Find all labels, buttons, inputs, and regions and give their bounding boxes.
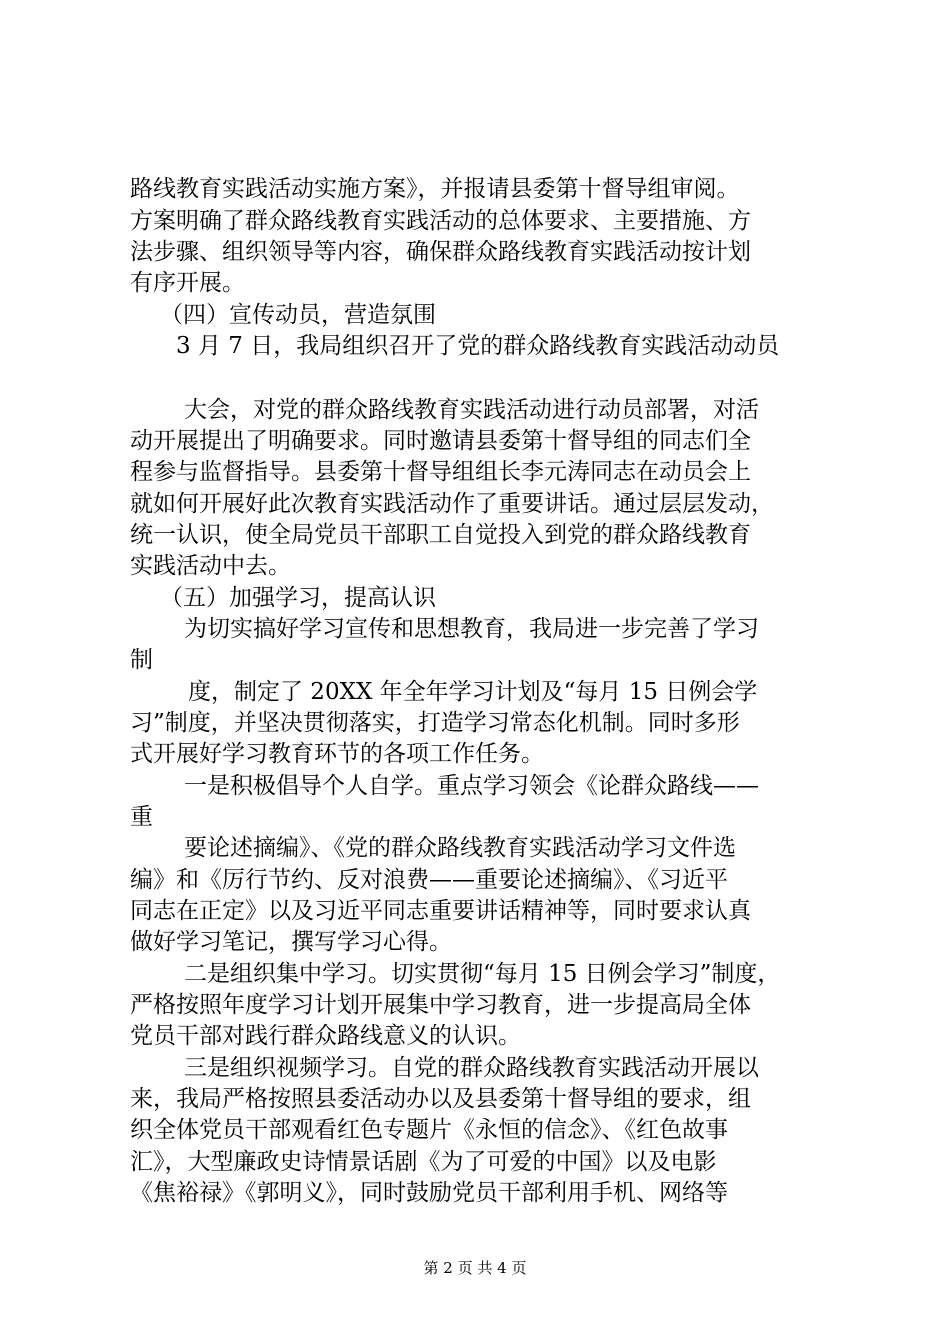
section-heading: （四）宣传动员，营造氛围 <box>160 302 436 328</box>
text-line: 同志在正定》以及习近平同志重要讲话精神等，同时要求认真 <box>130 898 751 924</box>
text-line: 法步骤、组织领导等内容，确保群众路线教育实践活动按计划 <box>130 239 751 265</box>
text-line: 实践活动中去。 <box>130 553 291 579</box>
section-heading: （五）加强学习，提高认识 <box>160 585 436 611</box>
text-line: 汇》，大型廉政史诗情景话剧《为了可爱的中国》以及电影 <box>130 1149 717 1175</box>
text-line: 统一认识，使全局党员干部职工自觉投入到党的群众路线教育 <box>130 522 751 548</box>
text-line: 大会，对党的群众路线教育实践活动进行动员部署，对活 <box>184 397 759 423</box>
text-line: 二是组织集中学习。切实贯彻“每月 15 日例会学习”制度， <box>184 961 781 987</box>
text-line: 三是组织视频学习。自党的群众路线教育实践活动开展以 <box>184 1055 759 1081</box>
text-line: 《焦裕禄》《郭明义》，同时鼓励党员干部利用手机、网络等 <box>130 1180 728 1206</box>
text-line: 严格按照年度学习计划开展集中学习教育，进一步提高局全体 <box>130 992 751 1018</box>
text-line: 式开展好学习教育环节的各项工作任务。 <box>130 741 544 767</box>
text-line: 织全体党员干部观看红色专题片《永恒的信念》、《红色故事 <box>130 1117 728 1143</box>
text-line: 为切实搞好学习宣传和思想教育，我局进一步完善了学习 <box>184 616 759 642</box>
text-line: 来，我局严格按照县委活动办以及县委第十督导组的要求，组 <box>130 1086 751 1112</box>
page-number-footer: 第 2 页 共 4 页 <box>423 1259 527 1277</box>
text-line: 有序开展。 <box>130 270 245 296</box>
text-line: 要论述摘编》、《党的群众路线教育实践活动学习文件选 <box>184 835 736 861</box>
text-line: 方案明确了群众路线教育实践活动的总体要求、主要措施、方 <box>130 208 751 234</box>
text-line: 就如何开展好此次教育实践活动作了重要讲话。通过层层发动， <box>130 491 774 517</box>
text-line: 编》和《厉行节约、反对浪费——重要论述摘编》、《习近平 <box>130 867 728 893</box>
text-line: 度，制定了 20XX 年全年学习计划及“每月 15 日例会学 <box>188 679 758 705</box>
text-line: 做好学习笔记，撰写学习心得。 <box>130 929 452 955</box>
text-line: 习”制度，并坚决贯彻落实，打造学习常态化机制。同时多形 <box>130 710 740 736</box>
text-line: 路线教育实践活动实施方案》，并报请县委第十督导组审阅。 <box>130 176 740 202</box>
text-line: 3 月 7 日，我局组织召开了党的群众路线教育实践活动动员 <box>176 333 780 359</box>
text-line: 程参与监督指导。县委第十督导组组长李元涛同志在动员会上 <box>130 459 751 485</box>
text-line: 重 <box>130 804 153 830</box>
text-line: 一是积极倡导个人自学。重点学习领会《论群众路线—— <box>184 773 759 799</box>
text-line: 党员干部对践行群众路线意义的认识。 <box>130 1023 521 1049</box>
text-line: 动开展提出了明确要求。同时邀请县委第十督导组的同志们全 <box>130 428 751 454</box>
text-line: 制 <box>130 647 153 673</box>
